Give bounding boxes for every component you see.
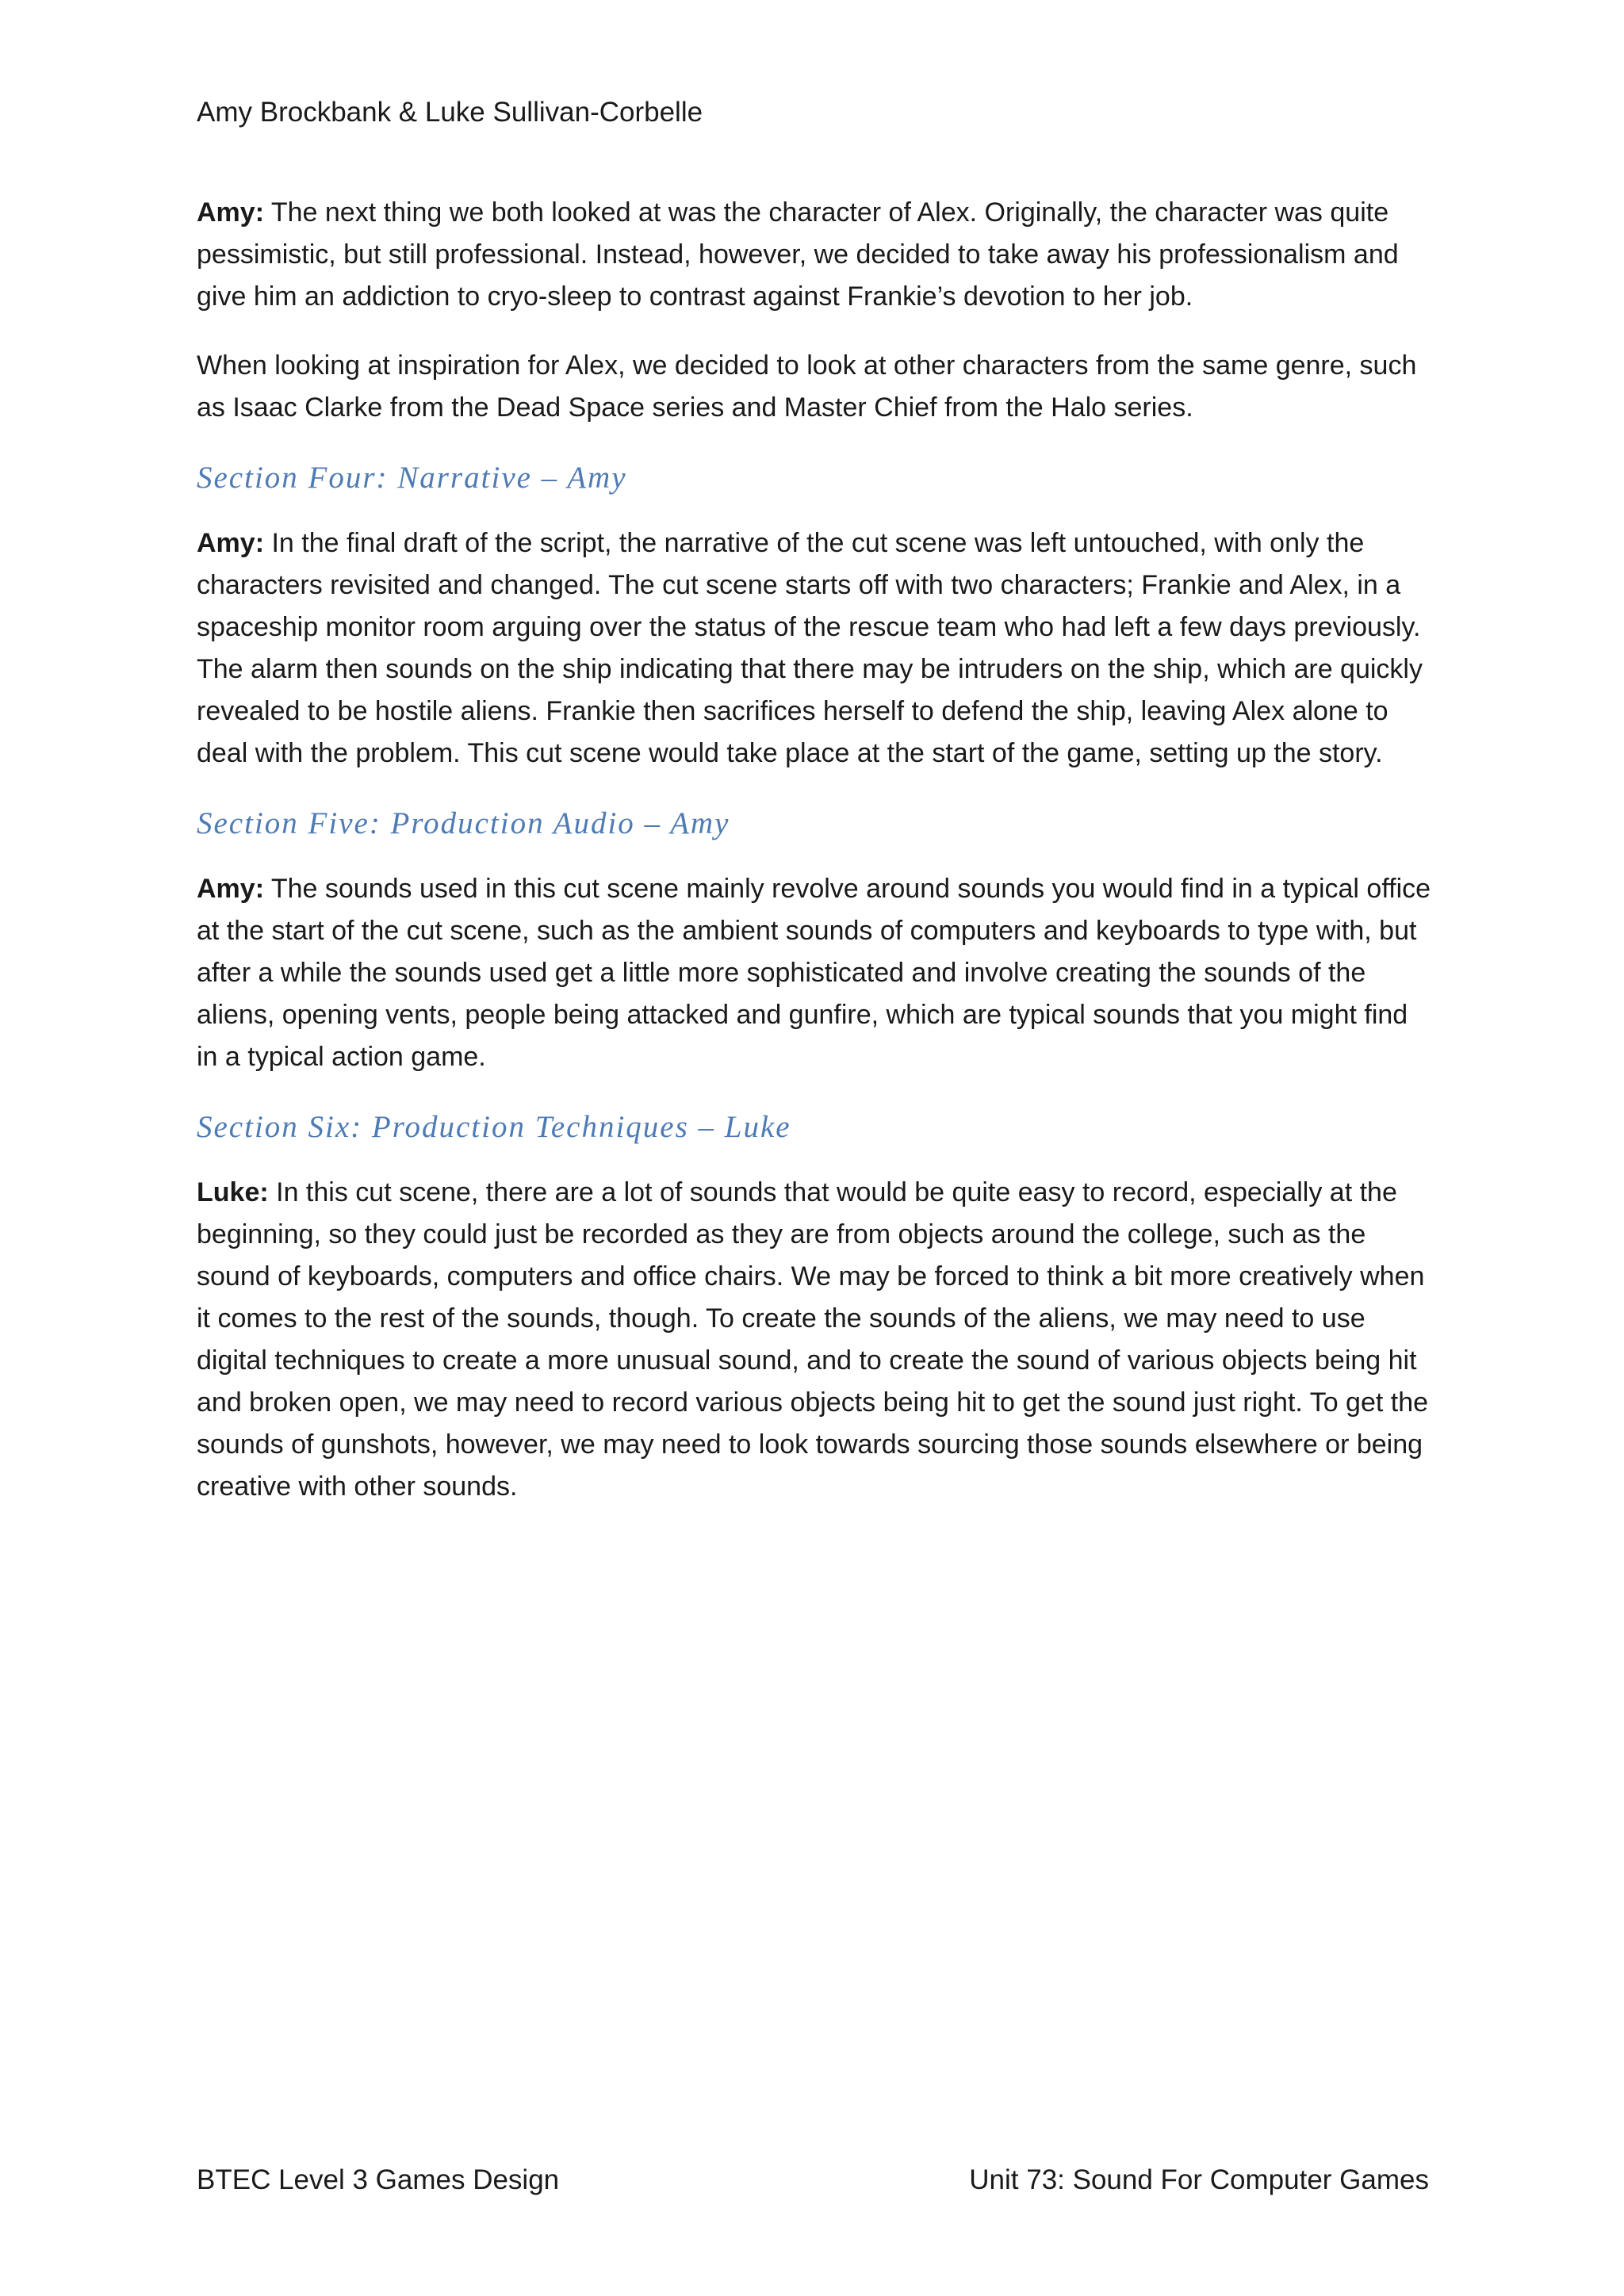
speaker-label: Amy:: [197, 197, 265, 228]
footer-unit: Unit 73: Sound For Computer Games: [969, 2164, 1429, 2195]
paragraph-production-techniques: [197, 1172, 1434, 1508]
speaker-label: Amy:: [197, 528, 265, 558]
speaker-label: Luke:: [197, 1177, 269, 1207]
paragraph-text: In this cut scene, there are a lot of sounds that would be quite easy to record, especially at the beginning, so they could just be recorded as they are from objects around the college, such as the sound of keyboards, computers and office chairs. We may be forced to think a bit more creatively when it comes to the rest of the sounds, though. To create the sounds of the aliens, we may need to use digital techniques to create a more unusual sound, and to create the sound of various objects being hit and broken open, we may need to record various objects being hit to get the sound just right. To get the sounds of gunshots, however, we may need to look towards sourcing those sounds elsewhere or being creative with other sounds.: [197, 1177, 1429, 1502]
footer-course: BTEC Level 3 Games Design: [197, 2164, 560, 2195]
section-heading-narrative: Section Four: Narrative – Amy: [197, 461, 627, 495]
paragraph-alex-inspiration: When looking at inspiration for Alex, we decided to look at other characters from the same genre, such as Isaac Clarke from the Dead Space series and Master Chief from the Halo series.: [197, 350, 1417, 423]
section-heading-production-audio: Section Five: Production Audio – Amy: [197, 806, 730, 840]
paragraph-text: The next thing we both looked at was the character of Alex. Originally, the character was quite pessimistic, but still professional. Instead, however, we decided to take away his professionalism and give him an addiction to cryo-sleep to contrast against Frankie’s devotion to her job.: [197, 197, 1399, 312]
paragraph-alex-character: [197, 192, 1434, 318]
document-body: [197, 192, 1434, 1535]
paragraph-text: The sounds used in this cut scene mainly revolve around sounds you would find in a typical office at the start of the cut scene, such as the ambient sounds of computers and keyboards to type with, but after a while the sounds used get a little more sophisticated and involve creating the sounds of the aliens, opening vents, people being attacked and gunfire, which are typical sounds that you might find in a typical action game.: [197, 874, 1431, 1072]
paragraph-narrative: [197, 522, 1434, 775]
page-header-authors: Amy Brockbank & Luke Sullivan-Corbelle: [197, 97, 703, 128]
speaker-label: Amy:: [197, 874, 265, 904]
paragraph-text: In the final draft of the script, the narrative of the cut scene was left untouched, with only the characters revisited and changed. The cut scene starts off with two characters; Frankie and Alex, in a spaceship monitor room arguing over the status of the rescue team who had left a few days previously. The alarm then sounds on the ship indicating that there may be intruders on the ship, which are quickly revealed to be hostile aliens. Frankie then sacrifices herself to defend the ship, leaving Alex alone to deal with the problem. This cut scene would take place at the start of the game, setting up the story.: [197, 528, 1423, 768]
paragraph-production-audio: [197, 868, 1434, 1078]
section-heading-production-techniques: Section Six: Production Techniques – Luke: [197, 1110, 791, 1144]
